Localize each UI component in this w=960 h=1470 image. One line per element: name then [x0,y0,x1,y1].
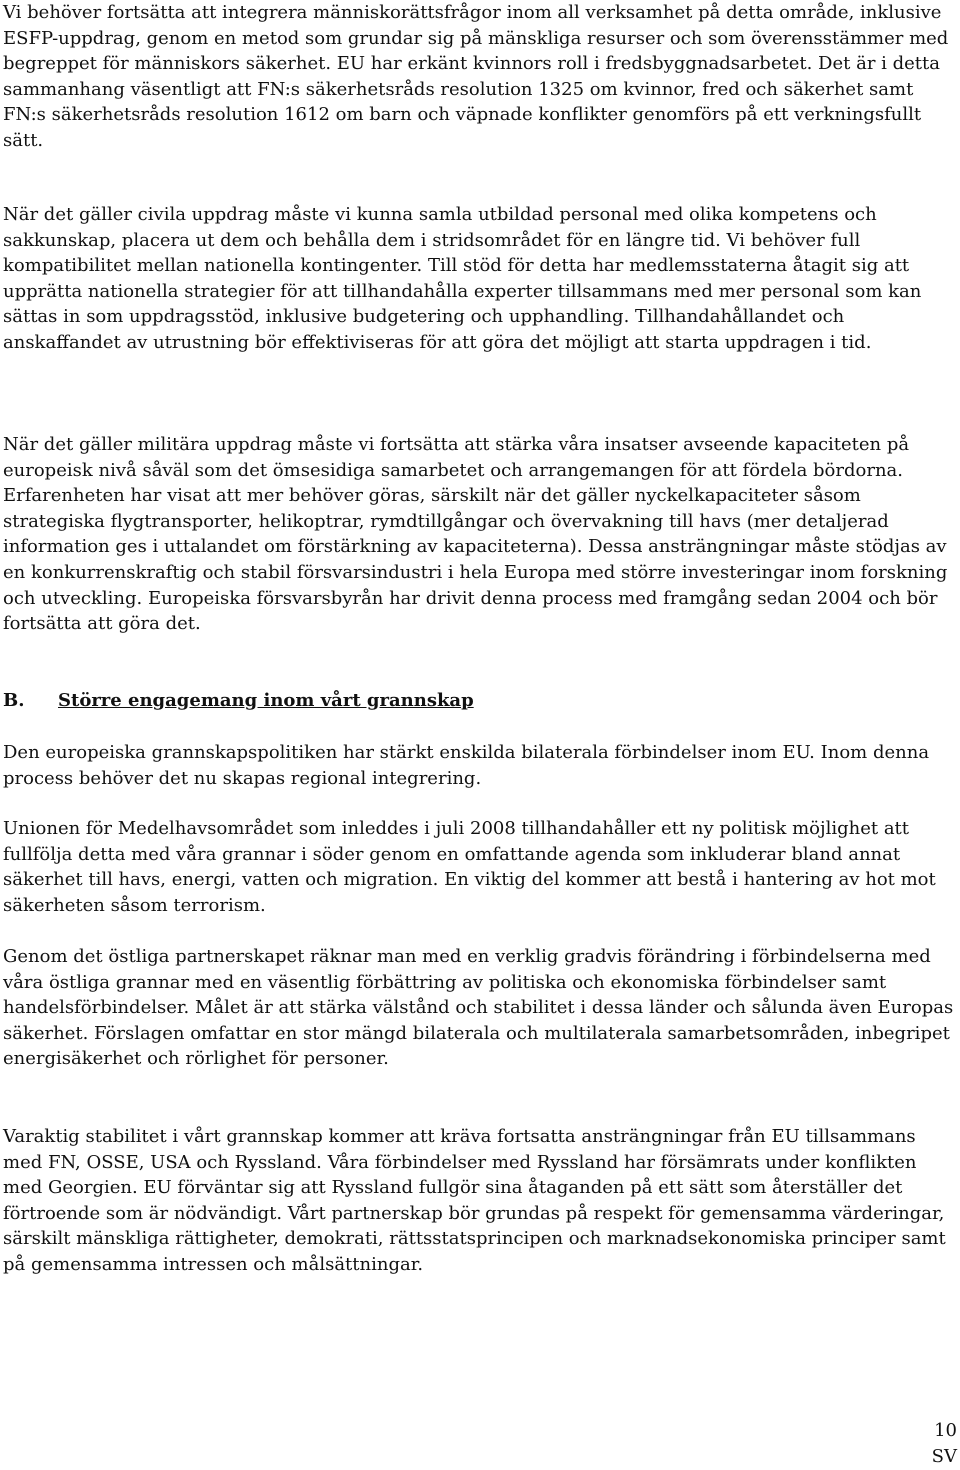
paragraph-civil-missions: När det gäller civila uppdrag måste vi kunna samla utbildad personal med olika kompetens och sakkunskap, placera ut dem och behålla dem i stridsområdet för en längre tid. Vi behöver full kompatibilitet mellan nationella kontingenter. Till stöd för detta har medlemsstaterna åtagit sig att upprätta nationella strategier för att tillhandahålla experter tillsammans med mer personal som kan sättas in som uppdragsstöd, inklusive budgetering och upphandling. Tillhandahållandet och anskaffandet av utrustning bör effektiviseras för att göra det möjligt att starta uppdragen i tid. [3,204,922,353]
paragraph-lasting-stability: Varaktig stabilitet i vårt grannskap kommer att kräva fortsatta ansträngningar från EU tillsammans med FN, OSSE, USA och Ryssland. Våra förbindelser med Ryssland har försämrats under konflikten med Georgien. EU förväntar sig att Ryssland fullgör sina åtaganden på ett sätt som återställer det förtroende som är nödvändigt. Vårt partnerskap bör grundas på respekt för gemensamma värderingar, särskilt mänskliga rättigheter, demokrati, rättsstatsprincipen och marknadsekonomiska principer samt på gemensamma intressen och målsättningar. [3,1126,946,1275]
page-footer [932,1418,957,1469]
paragraph-neighbourhood-policy: Den europeiska grannskapspolitiken har stärkt enskilda bilaterala förbindelser inom EU. Inom denna process behöver det nu skapas regional integrering. [3,742,930,789]
page-number: 10 [934,1420,957,1441]
paragraph-eastern-partnership: Genom det östliga partnerskapet räknar man med en verklig gradvis förändring i förbindelserna med våra östliga grannar med en väsentlig förbättring av politiska och ekonomiska förbindelser samt handelsförbindelser. Målet är att stärka välstånd och stabilitet i dessa länder och sålunda även Europas säkerhet. Förslagen omfattar en stor mängd bilaterala och multilaterala samarbetsområden, inbegripet energisäkerhet och rörlighet för personer. [3,946,954,1070]
paragraph-military-missions: När det gäller militära uppdrag måste vi fortsätta att stärka våra insatser avseende kapaciteten på europeisk nivå såväl som det ömsesidiga samarbetet och arrangemangen för att fördela bördorna. Erfarenheten har visat att mer behöver göras, särskilt när det gäller nyckelkapaciteter såsom strategiska flygtransporter, helikoptrar, rymdtillgångar och övervakning till havs (mer detaljerad information ges i uttalandet om förstärkning av kapaciteterna). Dessa ansträngningar måste stödjas av en konkurrenskraftig och stabil försvarsindustri i hela Europa med större investeringar inom forskning och utveckling. Europeiska försvarsbyrån har drivit denna process med framgång sedan 2004 och bör fortsätta att göra det. [3,434,948,635]
paragraph-human-rights: Vi behöver fortsätta att integrera människorättsfrågor inom all verksamhet på detta område, inklusive ESFP-uppdrag, genom en metod som grundar sig på mänskliga resurser och som överensstämmer med begreppet för människors säkerhet. EU har erkänt kvinnors roll i fredsbyggnadsarbetet. Det är i detta sammanhang väsentligt att FN:s säkerhetsråds resolution 1325 om kvinnor, fred och säkerhet samt FN:s säkerhetsråds resolution 1612 om barn och väpnade konflikter genomförs på ett verkningsfullt sätt. [3,2,949,151]
section-letter: B. [3,690,25,711]
section-title: Större engagemang inom vårt grannskap [58,690,474,711]
paragraph-mediterranean-union: Unionen för Medelhavsområdet som inleddes i juli 2008 tillhandahåller ett ny politisk möjlighet att fullfölja detta med våra grannar i söder genom en omfattande agenda som inkluderar bland annat säkerhet till havs, energi, vatten och migration. En viktig del kommer att bestå i hantering av hot mot säkerheten såsom terrorism. [3,818,936,916]
language-code: SV [931,1445,957,1467]
section-heading [3,688,474,714]
